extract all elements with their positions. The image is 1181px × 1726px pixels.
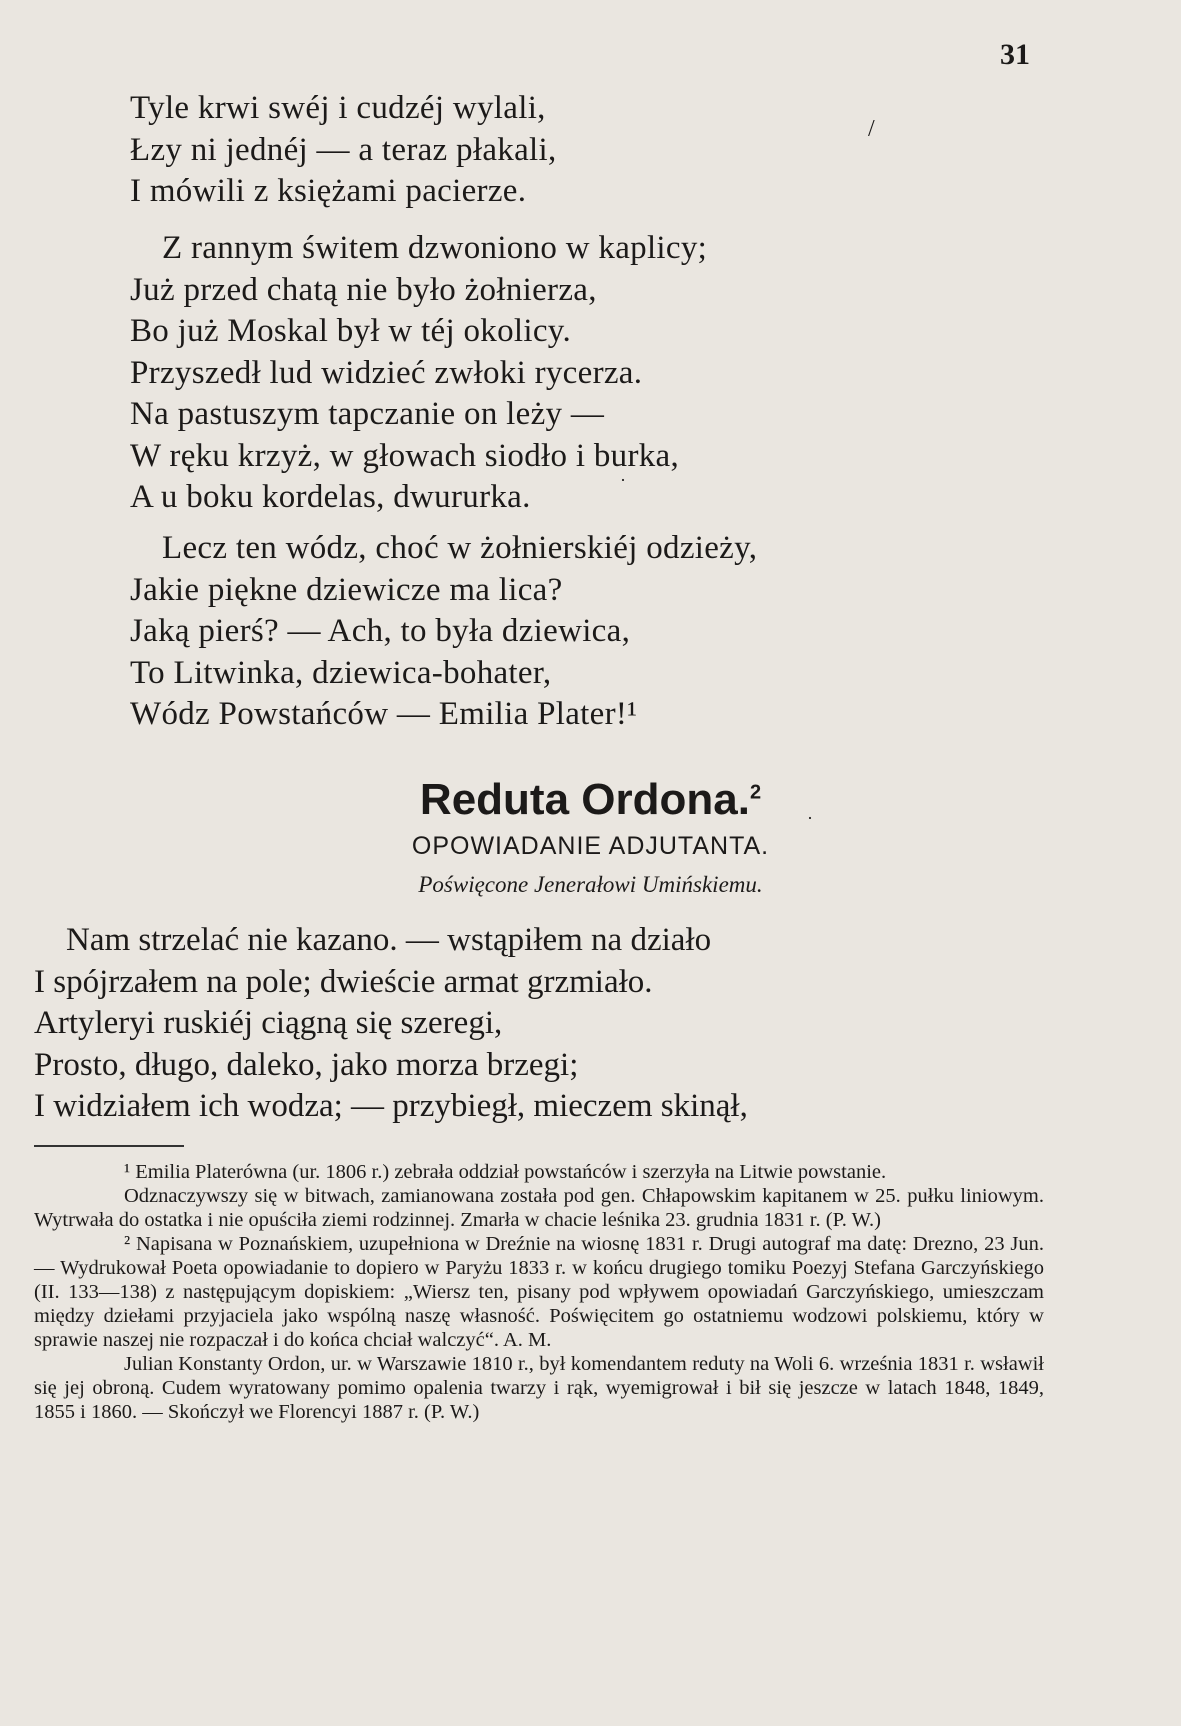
- poem-body: [34, 920, 748, 1128]
- verse-line: I mówili z księżami pacierze.: [130, 173, 527, 209]
- stray-dot: ·: [807, 808, 813, 828]
- verse-line: To Litwinka, dziewica-bohater,: [130, 654, 552, 691]
- verse-line: Jaką pierś? — Ach, to była dziewica,: [130, 613, 631, 649]
- footnote: ² Napisana w Poznańskiem, uzupełniona w Dreźnie na wiosnę 1831 r. Drugi autograf ma datę: Drezno, 23 Jun. — Wydrukował Poeta opowiadanie to dopiero w Paryżu 1833 r. w końcu drugiego tomiku Poezyj Stefana Garczyńskiego (II. 133—138) z następującym dopiskiem: „Wiersz ten, pisany pod wpływem opowiadań Garczyńskiego, umieszczam między dziełami przyjaciela jako wspólną naszę własność. Poświęcitem go ostatniemu wodzowi polskiemu, który w sprawie naszej nie rozpaczał i do końca chciał walczyć“. A. M.: [34, 1233, 1044, 1351]
- verse-line: Z rannym świtem dzwoniono w kaplicy;: [162, 230, 708, 266]
- footnote-divider: [34, 1145, 184, 1147]
- verse-line: Już przed chatą nie było żołnierza,: [130, 271, 597, 308]
- verse-line: Artyleryi ruskiéj ciągną się szeregi,: [34, 1005, 503, 1041]
- title-footnote-marker: 2: [749, 781, 762, 804]
- verse-line: Na pastuszym tapczanie on leży —: [130, 396, 605, 432]
- verse-line: Łzy ni jednéj — a teraz płakali,: [130, 131, 557, 168]
- footnote: Odznaczywszy się w bitwach, zamianowana została pod gen. Chłapowskim kapitanem w 25. pułku liniowym. Wytrwała do ostatka i nie opuściła ziemi rodzinnej. Zmarła w chacie leśnika 23. grudnia 1831 r. (P. W.): [34, 1185, 1044, 1231]
- stanza-3: [130, 528, 757, 736]
- verse-line: Prosto, długo, daleko, jako morza brzegi;: [34, 1046, 579, 1083]
- footnotes: [34, 1160, 1044, 1424]
- verse-line: Jakie piękne dziewicze ma lica?: [130, 571, 563, 608]
- stray-dot: ·: [620, 470, 626, 490]
- footnote: Julian Konstanty Ordon, ur. w Warszawie 1810 r., był komendantem reduty na Woli 6. września 1831 r. wsławił się jej obroną. Cudem wyratowany pomimo opalenia twarzy i rąk, wyemigrował i bił się jeszcze w latach 1848, 1849, 1855 i 1860. — Skończył we Florencyi 1887 r. (P. W.): [34, 1353, 1044, 1423]
- verse-line: W ręku krzyż, w głowach siodło i burka,: [130, 437, 680, 474]
- verse-line: I widziałem ich wodza; — przybiegł, mieczem skinął,: [34, 1088, 748, 1124]
- footnote: ¹ Emilia Platerówna (ur. 1806 r.) zebrała oddział powstańców i szerzyła na Litwie powstanie.: [124, 1161, 887, 1183]
- verse-line: Bo już Moskal był w téj okolicy.: [130, 313, 572, 349]
- poem-title-text: Reduta Ordona.: [419, 775, 750, 824]
- poem-dedication: Poświęcone Jenerałowi Umińskiemu.: [418, 872, 763, 897]
- verse-line: A u boku kordelas, dwururka.: [130, 479, 531, 515]
- verse-line: Tyle krwi swéj i cudzéj wylali,: [130, 90, 546, 126]
- stanza-2: [130, 228, 707, 519]
- verse-line: Przyszedł lud widzieć zwłoki rycerza.: [130, 354, 643, 391]
- verse-line: I spójrzałem na pole; dwieście armat grzmiało.: [34, 963, 653, 1000]
- verse-line: Nam strzelać nie kazano. — wstąpiłem na działo: [66, 922, 712, 958]
- poem-title: [0, 775, 1181, 825]
- poem-subtitle: OPOWIADANIE ADJUTANTA.: [411, 832, 770, 860]
- page-number: 31: [1000, 38, 1030, 71]
- stray-mark: /: [868, 116, 875, 142]
- stanza-1: [130, 88, 557, 213]
- verse-line: Lecz ten wódz, choć w żołnierskiéj odzieży,: [162, 530, 758, 566]
- verse-line: Wódz Powstańców — Emilia Plater!¹: [130, 696, 638, 732]
